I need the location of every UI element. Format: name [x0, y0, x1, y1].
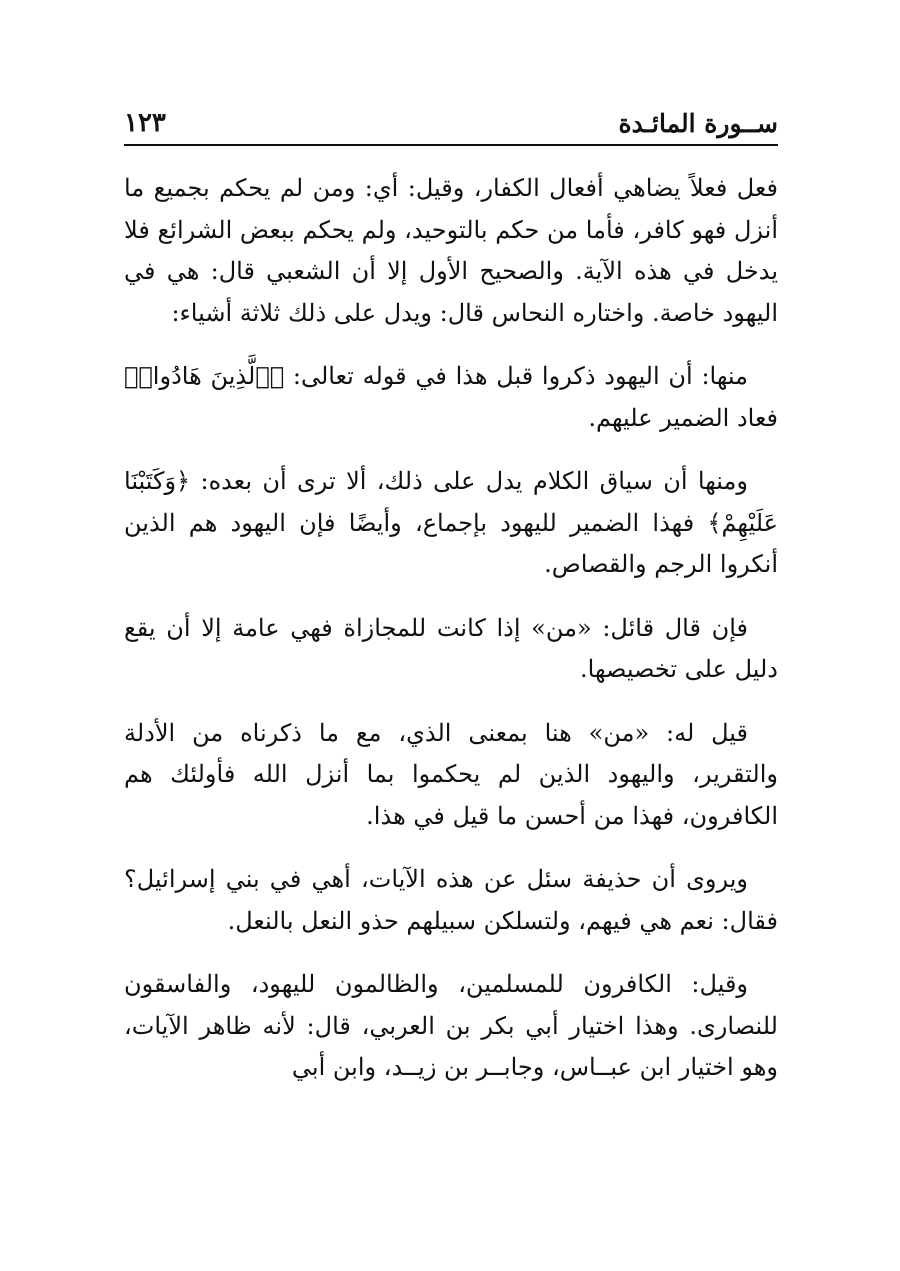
paragraph-3-text-after: فهذا الضمير لليهود بإجماع، وأيضًا فإن اليهود هم الذين أنكروا الرجم والقصاص.	[124, 508, 778, 578]
paragraph-3-text-before: ومنها أن سياق الكلام يدل على ذلك، ألا ترى أن بعده:	[190, 467, 748, 495]
quran-quote-1: ﴿ٱلَّذِينَ هَادُوا۟﴾	[124, 362, 285, 390]
book-page	[124, 98, 778, 1111]
paragraph-3	[124, 461, 778, 586]
paragraph-2	[124, 356, 778, 439]
paragraph-7: وقيل: الكافرون للمسلمين، والظالمون لليهود، والفاسقون للنصارى. وهذا اختيار أبي بكر بن العربي، قال: لأنه ظاهر الآيات، وهو اختيار ابن عبــاس، وجابــر بن زيــد، وابن أبي	[124, 970, 778, 1081]
quran-quote-2: ﴿وَكَتَبْنَا عَلَيْهِمْ﴾	[124, 467, 778, 537]
surah-title: ســورة المائـدة	[618, 109, 778, 138]
page-number: ١٢٣	[124, 108, 166, 138]
page-header	[124, 98, 778, 146]
paragraph-1: فعل فعلاً يضاهي أفعال الكفار، وقيل: أي: ومن لم يحكم بجميع ما أنزل فهو كافر، فأما من حكم بالتوحيد، ولم يحكم ببعض الشرائع فلا يدخل في هذه الآية. والصحيح الأول إلا أن الشعبي قال: هي في اليهود خاصة. واختاره النحاس قال: ويدل على ذلك ثلاثة أشياء:	[124, 174, 778, 327]
paragraph-6: ويروى أن حذيفة سئل عن هذه الآيات، أهي في بني إسرائيل؟ فقال: نعم هي فيهم، ولتسلكن سبيلهم حذو النعل بالنعل.	[124, 865, 778, 935]
paragraph-2-text-before: منها: أن اليهود ذكروا قبل هذا في قوله تعالى:	[284, 362, 749, 390]
paragraph-4: فإن قال قائل: «من» إذا كانت للمجازاة فهي عامة إلا أن يقع دليل على تخصيصها.	[124, 613, 778, 683]
paragraph-2-text-after: فعاد الضمير عليهم.	[588, 403, 778, 432]
paragraph-5: قيل له: «من» هنا بمعنى الذي، مع ما ذكرناه من الأدلة والتقرير، واليهود الذين لم يحكموا بما أنزل الله فأولئك هم الكافرون، فهذا من أحسن ما قيل في هذا.	[124, 718, 778, 830]
